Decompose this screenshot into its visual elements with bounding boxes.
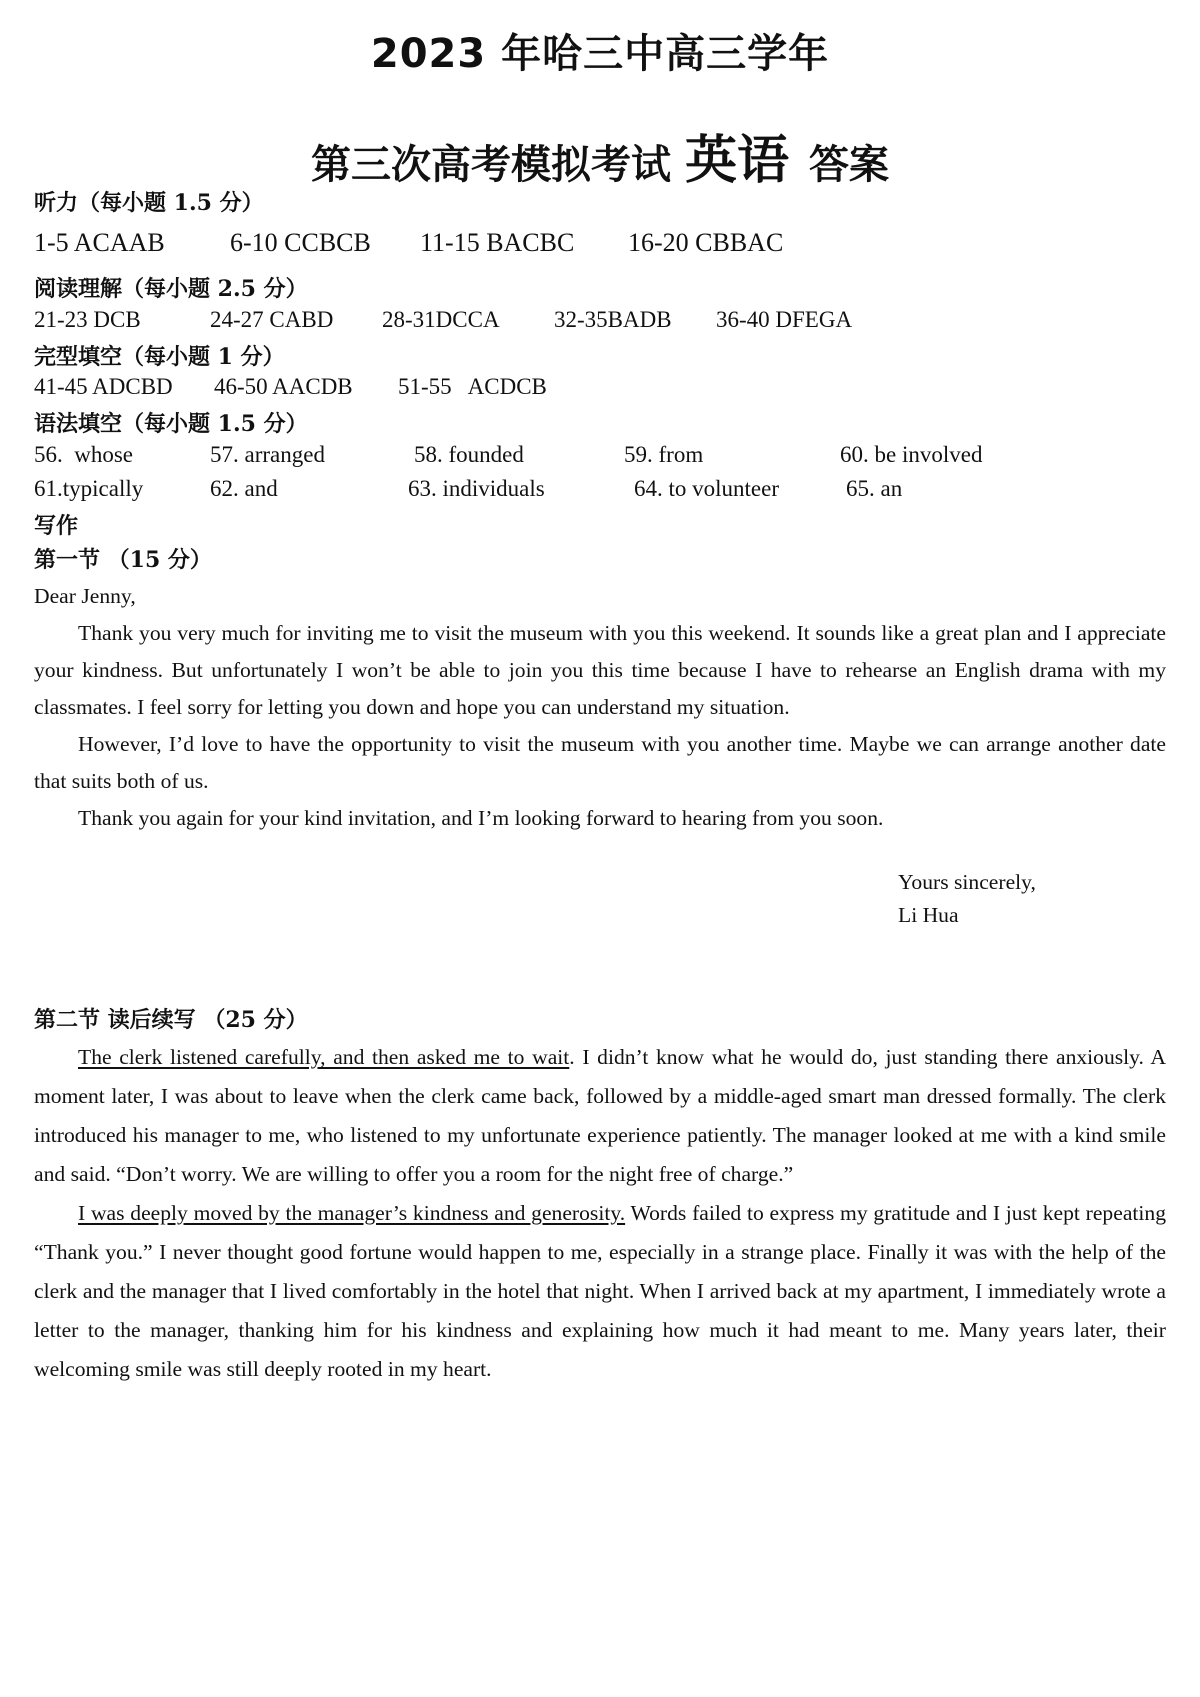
answer-group: 28-31DCCA xyxy=(382,307,500,332)
answer-group: 46-50 AACDB xyxy=(214,374,353,399)
grammar-answer: 65. an xyxy=(846,476,903,501)
page-title-line2 xyxy=(0,118,1200,193)
answer-group: 36-40 DFEGA xyxy=(716,307,853,332)
writing-part2-header: 第二节 读后续写 （25 分） xyxy=(34,1007,308,1033)
title-exam-name: 第三次高考模拟考试 xyxy=(310,142,671,188)
story-given-opening-1: The clerk listened carefully, and then asked me to wait xyxy=(78,1045,570,1069)
grammar-answer: 60. be involved xyxy=(840,442,983,467)
grammar-answer: 58. founded xyxy=(414,442,524,467)
writing-part1-header: 第一节 （15 分） xyxy=(34,547,212,573)
title-answer-label: 答案 xyxy=(809,142,889,188)
answer-group: 41-45 ADCBD xyxy=(34,374,173,399)
story-text: Words failed to express my gratitude and I just kept repeating “Thank you.” I never thought good fortune would happen to me, especially in a strange place. Finally it was with the help of the clerk and the manager that I lived comfortably in the hotel that night. When I arrived back at my apartment, I immediately wrote a letter to the manager, thanking him for his kindness and explaining how much it had meant to me. Many years later, their welcoming smile was still deeply rooted in my heart. xyxy=(34,1201,1166,1381)
model-letter xyxy=(34,578,1166,837)
letter-signature: Li Hua xyxy=(898,903,959,927)
grammar-answer: 59. from xyxy=(624,442,704,467)
grammar-answer: 62. and xyxy=(210,476,278,501)
answer-group: 6-10 CCBCB xyxy=(230,228,371,257)
title-subject: 英语 xyxy=(684,131,789,191)
story-paragraph-1 xyxy=(34,1038,1166,1194)
answer-group: 21-23 DCB xyxy=(34,307,141,332)
grammar-answer: 61.typically xyxy=(34,476,144,501)
letter-paragraph: However, I’d love to have the opportunity to visit the museum with you another time. Maybe we can arrange another date that suits both of us. xyxy=(34,732,1166,793)
answer-group: 11-15 BACBC xyxy=(420,228,575,257)
continuation-story xyxy=(34,1038,1166,1389)
letter-paragraph: Thank you very much for inviting me to visit the museum with you this weekend. It sounds like a great plan and I appreciate your kindness. But unfortunately I won’t be able to join you this time because I have to rehearse an English drama with my classmates. I feel sorry for letting you down and hope you can understand my situation. xyxy=(34,621,1166,719)
grammar-answer: 64. to volunteer xyxy=(634,476,779,501)
grammar-answer: 63. individuals xyxy=(408,476,545,501)
reading-header: 阅读理解（每小题 2.5 分） xyxy=(34,276,308,302)
story-given-opening-2: I was deeply moved by the manager’s kindness and generosity. xyxy=(78,1201,626,1225)
answer-group: 1-5 ACAAB xyxy=(34,228,165,257)
grammar-answer: 56. whose xyxy=(34,442,134,467)
answer-group: 24-27 CABD xyxy=(210,307,334,332)
grammar-answer: 57. arranged xyxy=(210,442,325,467)
answer-group: 51-55 ACDCB xyxy=(398,374,547,399)
writing-header: 写作 xyxy=(34,513,79,539)
page-title-line1: 2023 年哈三中高三学年 xyxy=(370,31,830,77)
answer-group: 32-35BADB xyxy=(554,307,672,332)
letter-salutation: Dear Jenny, xyxy=(34,584,136,608)
cloze-header: 完型填空（每小题 1 分） xyxy=(34,344,285,370)
grammar-header: 语法填空（每小题 1.5 分） xyxy=(34,411,308,437)
story-paragraph-2 xyxy=(34,1194,1166,1389)
answer-group: 16-20 CBBAC xyxy=(628,228,784,257)
story-text: . I didn’t know what he would do, just standing there anxiously. A moment later, I was about to leave when the clerk came back, followed by a middle-aged smart man dressed formally. The clerk introduced his manager to me, who listened to my unfortunate experience patiently. The manager looked at me with a kind smile and said. “Don’t worry. We are willing to offer you a room for the night free of charge.” xyxy=(34,1045,1166,1186)
letter-paragraph: Thank you again for your kind invitation, and I’m looking forward to hearing from you soon. xyxy=(78,806,884,830)
listening-header: 听力（每小题 1.5 分） xyxy=(34,190,264,216)
letter-closing xyxy=(898,866,1036,932)
letter-closing-phrase: Yours sincerely, xyxy=(898,870,1036,894)
